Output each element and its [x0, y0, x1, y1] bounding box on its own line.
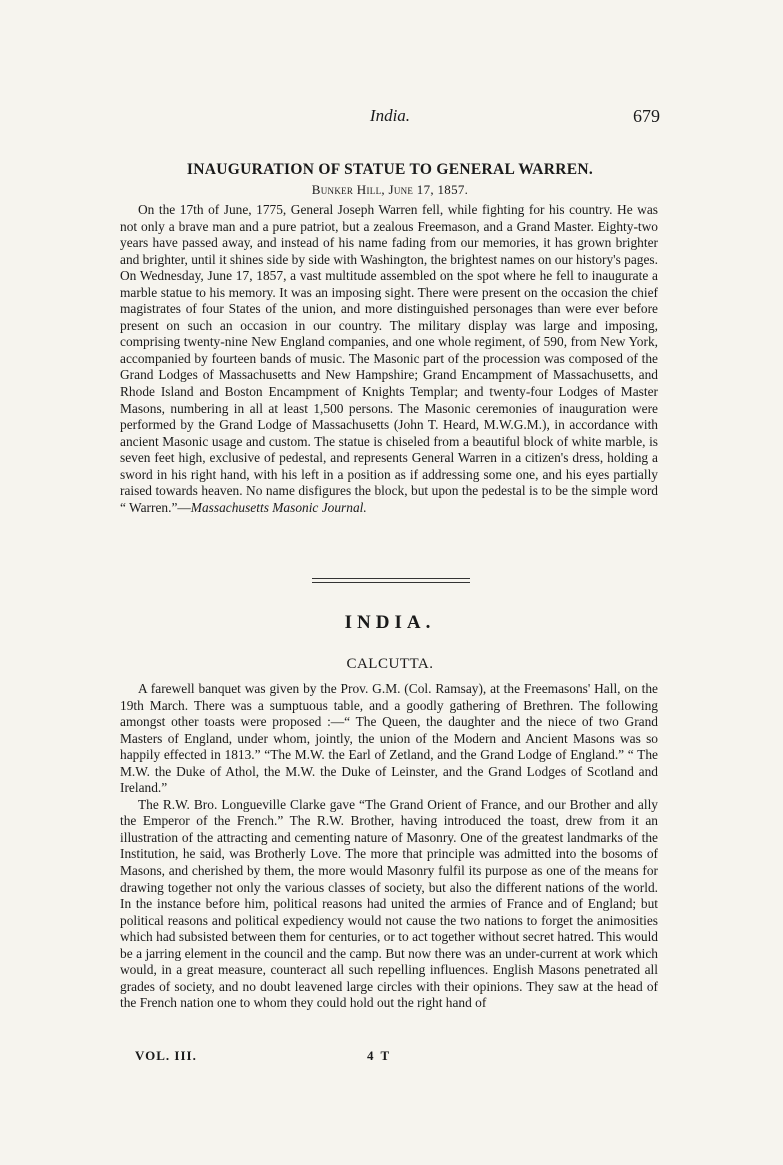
running-head [120, 106, 660, 128]
signature-mark: 4 T [367, 1048, 392, 1063]
volume-label: VOL. III. [135, 1048, 197, 1063]
article-dateline: Bunker Hill, June 17, 1857. [311, 182, 469, 197]
page-footer [135, 1048, 435, 1068]
article-text: On the 17th of June, 1775, General Joseph Warren fell, while fighting for his country. He was not only a brave man and a pure patriot, but a zealous Freemason, and a Grand Master. Eighty-two years have passed away, and instead of his name fading from our memories, it has grown brighter and brighter, until it shines side by side with Washington, the brightest names on our history's pages. On Wednesday, June 17, 1857, a vast multitude assembled on the spot where he fell to inaugurate a marble statue to his memory. It was an imposing sight. There were present on the occasion the chief magistrates of four States of the union, and more distinguished personages than were ever before present on such an occasion in our country. The military display was large and imposing, comprising twenty-nine New England companies, and one whole regiment, of 590, from New York, accompanied by fourteen bands of music. The Masonic part of the procession was composed of the Grand Lodges of Massachusetts and New Hampshire; Grand Encampment of Massachusetts, and Rhode Island and Boston Encampment of Knights Templar; and twenty-four Lodges of Master Masons, numbering in all at least 1,500 persons. The Masonic ceremonies of inauguration were performed by the Grand Lodge of Massachusetts (John T. Heard, M.W.G.M.), in accordance with ancient Masonic usage and custom. The statue is chiseled from a beautiful block of white marble, is seven feet high, exclusive of pedestal, and represents General Warren in a citizen's dress, holding a sword in his right hand, with his left in a position as if addressing some one, and his eyes partially raised towards heaven. No name disfigures the block, but upon the pedestal is to be the simple word “ Warren.”— [120, 202, 658, 515]
subsection-title: CALCUTTA. [346, 656, 434, 672]
article-heading: INAUGURATION OF STATUE TO GENERAL WARREN. [186, 161, 594, 178]
section-title: INDIA. [344, 612, 436, 633]
section-paragraph-2: The R.W. Bro. Longueville Clarke gave “The Grand Orient of France, and our Brother and ally the Emperor of the French.” The R.W. Brother, having introduced the toast, drew from it an illustration of the attracting and cementing nature of Masonry. One of the greatest landmarks of the Institution, he said, was Brotherly Love. The more that principle was admitted into the bosoms of Masons, and cherished by them, the more would Masonry fulfil its purpose as one of the means for drawing together not only the various classes of society, but also the different nations of the world. In the instance before him, political reasons had united the armies of France and of England; but political reasons and political expediency would not cause the two nations to forget the animosities which had subsisted between them for centuries, or to act together without secret hatred. This would be a jarring element in the council and the camp. But now there was an under-current at work which would, in a great measure, counteract all such repelling influences. English Masons penetrated all grades of society, and no doubt leavened large circles with their opinions. They saw at the head of the French nation one to whom they could hold out the right hand of [120, 796, 658, 1011]
divider-rule-top [312, 578, 470, 579]
section-body [120, 681, 658, 1012]
running-title: India. [369, 106, 411, 125]
article-paragraph [120, 202, 658, 516]
article-source: Massachusetts Masonic Journal. [190, 499, 367, 515]
article-body [120, 202, 658, 516]
page-number: 679 [633, 106, 660, 126]
section-paragraph-1: A farewell banquet was given by the Prov. G.M. (Col. Ramsay), at the Freemasons' Hall, on the 19th March. There was a sumptuous table, and a goodly gathering of Brethren. The following amongst other toasts were proposed :—“ The Queen, the daughter and the niece of two Grand Masters of England, under whom, jointly, the union of the Modern and Ancient Masons was so happily effected in 1813.” “The M.W. the Earl of Zetland, and the Grand Lodge of England.” “ The M.W. the Duke of Athol, the M.W. the Duke of Leinster, and the Grand Lodges of Scotland and Ireland.” [120, 681, 658, 796]
divider-rule-bottom [312, 582, 470, 583]
